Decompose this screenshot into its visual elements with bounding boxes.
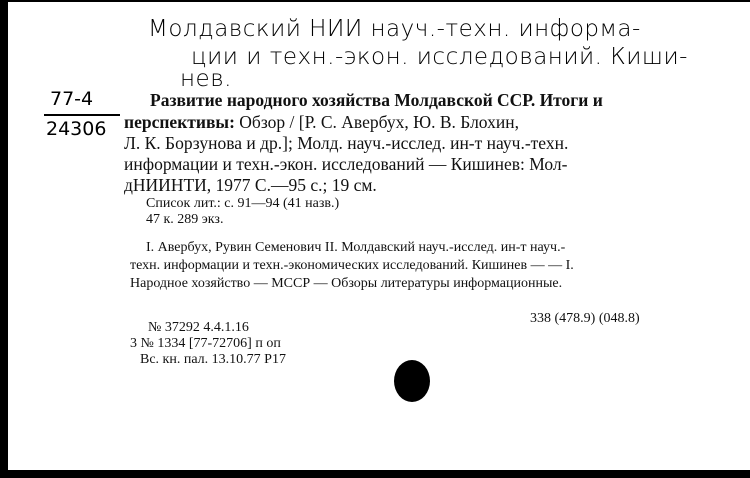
entry-line-2	[124, 112, 519, 133]
punch-hole	[394, 360, 430, 402]
catalog-card	[8, 2, 750, 470]
entry-title-line-1: Развитие народного хозяйства Молдавской ССР. Итоги и	[150, 90, 603, 110]
bibliography-note: Список лит.: с. 91—94 (41 назв.)	[146, 196, 340, 211]
book-chamber-stamp: Вс. кн. пал. 13.10.77 Р17	[140, 352, 286, 367]
tracing-line-2: техн. информации и техн.-экономических исследований. Кишинев — — I.	[130, 258, 574, 273]
handwritten-heading-line-3: нев.	[180, 66, 232, 92]
entry-line-5: дНИИНТИ, 1977 С.—95 с.; 19 см.	[124, 175, 377, 195]
entry-line-4: информации и техн.-экон. исследований — Кишинев: Мол-	[124, 154, 568, 174]
registration-number: № 37292 4.4.1.16	[148, 320, 249, 335]
handwritten-heading-line-2: ции и техн.-экон. исследований. Киши-	[191, 44, 688, 70]
udc-index: 338 (478.9) (048.8)	[530, 311, 640, 326]
price-copies-note: 47 к. 289 экз.	[146, 212, 224, 227]
entry-line-3: Л. К. Борзунова и др.]; Молд. науч.-исслед. ин-т науч.-техн.	[124, 133, 569, 153]
handwritten-heading-line-1: Молдавский НИИ науч.-техн. информа-	[148, 16, 641, 42]
code-divider	[44, 114, 120, 116]
tracing-line-1: I. Авербух, Рувин Семенович II. Молдавский науч.-исслед. ин-т науч.-	[146, 240, 566, 255]
entry-responsibility: Обзор / [Р. С. Авербух, Ю. В. Блохин,	[234, 112, 519, 132]
handwritten-code-top: 77-4	[50, 88, 94, 110]
tracing-line-3: Народное хозяйство — МССР — Обзоры литературы информационные.	[130, 276, 563, 291]
order-number: 3 № 1334 [77-72706] п оп	[130, 336, 281, 351]
handwritten-code-bottom: 24306	[46, 118, 107, 140]
entry-title-line-2: перспективы:	[124, 112, 235, 132]
